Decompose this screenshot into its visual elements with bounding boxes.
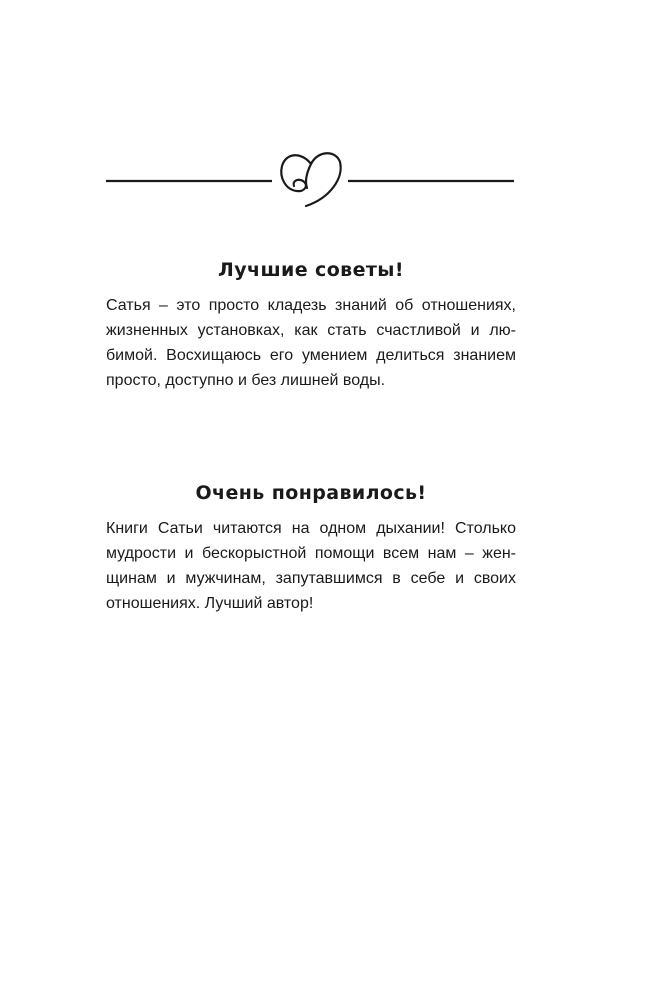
heart-ornament-divider: [106, 148, 514, 214]
review-text-line: щинам и мужчинам, запутавшимся в себе и своих: [106, 570, 516, 587]
review-text-line: мудрости и бескорыстной помощи всем нам – жен-: [106, 545, 516, 562]
heart-flourish-icon: [106, 148, 514, 214]
review-title: Очень понравилось!: [195, 482, 427, 504]
review-text: [106, 516, 516, 616]
heart-flourish-path: [281, 153, 340, 206]
review-text-line: Книги Сатьи читаются на одном дыхании! Столько: [106, 520, 516, 537]
review-text-line: жизненных установках, как стать счастливой и лю-: [106, 322, 516, 339]
review-text-line: бимой. Восхищаюсь его умением делиться знанием: [106, 347, 516, 364]
review-text-line: Сатья – это просто кладезь знаний об отношениях,: [106, 297, 516, 314]
review-title: Лучшие советы!: [218, 259, 404, 281]
review-1: [106, 257, 516, 393]
review-text-line: отношениях. Лучший автор!: [106, 595, 314, 612]
review-text: [106, 293, 516, 393]
review-2: [106, 480, 516, 616]
review-text-line: просто, доступно и без лишней воды.: [106, 372, 386, 389]
